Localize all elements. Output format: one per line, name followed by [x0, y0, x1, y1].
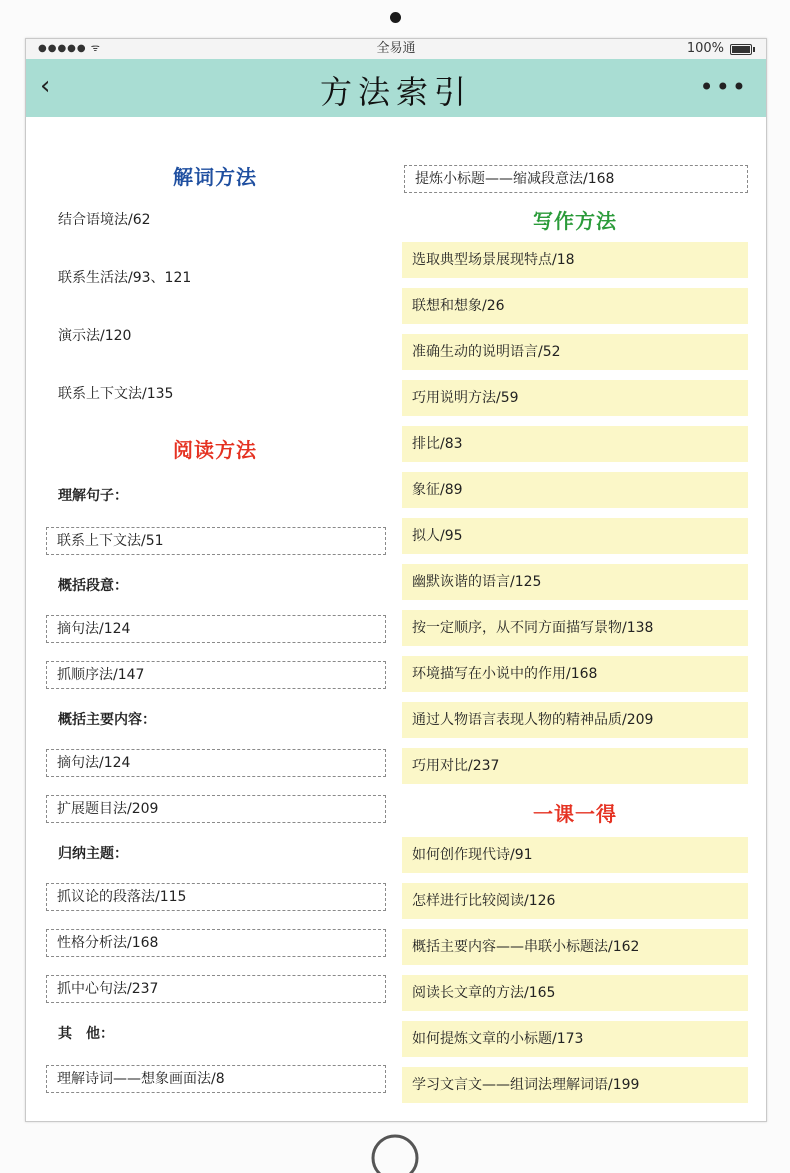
list-item[interactable]: 环境描写在小说中的作用/168 — [402, 656, 748, 692]
group-label: 归纳主题： — [58, 846, 128, 862]
list-item[interactable]: 概括主要内容——串联小标题法/162 — [402, 929, 748, 965]
nav-header — [26, 59, 766, 117]
camera-dot — [390, 12, 401, 23]
list-item[interactable]: 抓议论的段落法/115 — [46, 883, 386, 911]
list-item[interactable]: 理解诗词——想象画面法/8 — [46, 1065, 386, 1093]
group-label: 其 他： — [58, 1026, 114, 1042]
list-item[interactable]: 摘句法/124 — [46, 615, 386, 643]
section-title-word-methods: 解词方法 — [173, 165, 257, 189]
group-label: 概括主要内容： — [58, 712, 156, 728]
signal-wifi-icon: ●●●●● ᯤ — [38, 43, 101, 54]
list-item[interactable]: 演示法/120 — [58, 328, 132, 344]
list-item[interactable]: 准确生动的说明语言/52 — [402, 334, 748, 370]
list-item[interactable]: 按一定顺序，从不同方面描写景物/138 — [402, 610, 748, 646]
section-title-reading-methods: 阅读方法 — [173, 438, 257, 462]
list-item[interactable]: 拟人/95 — [402, 518, 748, 554]
list-item[interactable]: 提炼小标题——缩减段意法/168 — [404, 165, 748, 193]
list-item[interactable]: 联系生活法/93、121 — [58, 270, 192, 286]
section-title-writing-methods: 写作方法 — [533, 209, 617, 233]
list-item[interactable]: 摘句法/124 — [46, 749, 386, 777]
list-item[interactable]: 幽默诙谐的语言/125 — [402, 564, 748, 600]
more-options-icon[interactable]: ••• — [699, 73, 748, 101]
list-item[interactable]: 通过人物语言表现人物的精神品质/209 — [402, 702, 748, 738]
list-item[interactable]: 抓顺序法/147 — [46, 661, 386, 689]
left-column — [44, 119, 386, 1093]
right-column — [402, 119, 748, 1103]
battery-icon — [730, 44, 752, 55]
list-item[interactable]: 结合语境法/62 — [58, 212, 151, 228]
battery-percent: 100% — [686, 41, 724, 56]
list-item[interactable]: 抓中心句法/237 — [46, 975, 386, 1003]
list-item[interactable]: 选取典型场景展现特点/18 — [402, 242, 748, 278]
list-item[interactable]: 巧用说明方法/59 — [402, 380, 748, 416]
list-item[interactable]: 联系上下文法/51 — [46, 527, 386, 555]
status-bar — [26, 39, 766, 59]
list-item[interactable]: 如何提炼文章的小标题/173 — [402, 1021, 748, 1057]
group-label: 概括段意： — [58, 578, 128, 594]
home-button-icon[interactable] — [363, 1126, 427, 1173]
page-title: 方法索引 — [319, 73, 472, 111]
list-item[interactable]: 阅读长文章的方法/165 — [402, 975, 748, 1011]
list-item[interactable]: 扩展题目法/209 — [46, 795, 386, 823]
list-item[interactable]: 怎样进行比较阅读/126 — [402, 883, 748, 919]
group-label: 理解句子： — [58, 488, 128, 504]
list-item[interactable]: 巧用对比/237 — [402, 748, 748, 784]
device-screen — [25, 38, 767, 1122]
list-item[interactable]: 性格分析法/168 — [46, 929, 386, 957]
list-item[interactable]: 排比/83 — [402, 426, 748, 462]
list-item[interactable]: 联想和想象/26 — [402, 288, 748, 324]
list-item[interactable]: 如何创作现代诗/91 — [402, 837, 748, 873]
list-item[interactable]: 学习文言文——组词法理解词语/199 — [402, 1067, 748, 1103]
back-chevron-icon[interactable]: ‹ — [40, 71, 51, 101]
list-item[interactable]: 联系上下文法/135 — [58, 386, 174, 402]
carrier-name: 全易通 — [376, 41, 416, 56]
battery-indicator — [687, 39, 752, 59]
list-item[interactable]: 象征/89 — [402, 472, 748, 508]
section-title-one-lesson-one-gain: 一课一得 — [533, 802, 617, 826]
